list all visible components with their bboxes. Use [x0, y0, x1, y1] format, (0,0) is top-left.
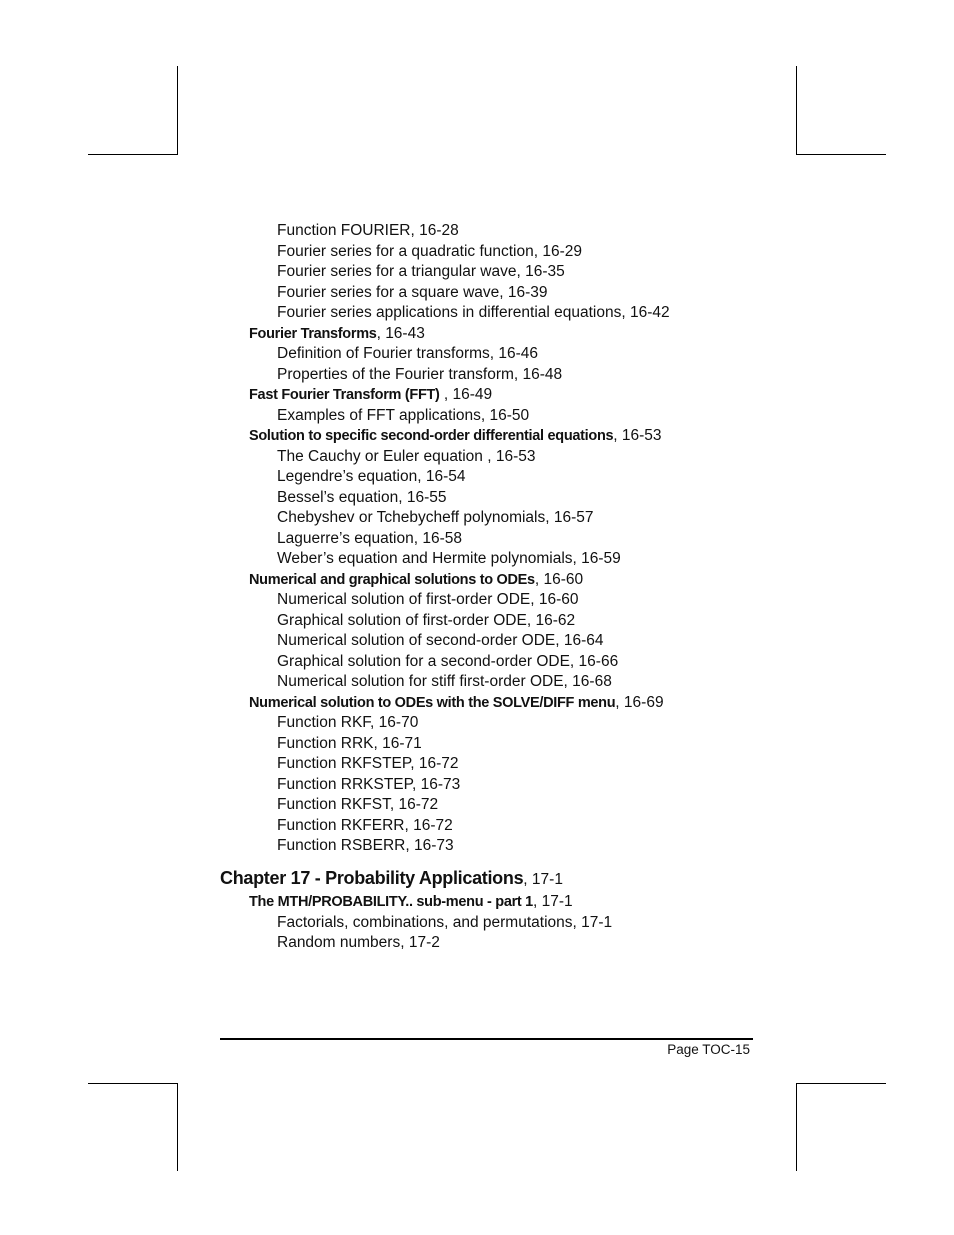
- page-number: Page TOC-15: [667, 1042, 750, 1057]
- toc-entry-page: 16-29: [542, 242, 583, 260]
- toc-entry-separator: ,: [621, 304, 630, 321]
- toc-entry-title: Function RKFSTEP: [277, 755, 411, 772]
- toc-section-entry: [249, 324, 425, 344]
- toc-entry-title: Numerical solution to ODEs with the SOLVE/DIFF menu: [249, 694, 616, 711]
- toc-section-entry: [249, 693, 664, 713]
- toc-entry-separator: ,: [373, 734, 383, 752]
- toc-entry-title: Bessel’s equation: [277, 488, 399, 506]
- toc-entry-title: Solution to specific second-order differential equations: [249, 428, 614, 444]
- toc-subsection-entry: [277, 242, 582, 262]
- toc-subsection-entry: [277, 344, 538, 364]
- toc-entry-page: 16-57: [553, 509, 594, 526]
- toc-entry-title: Function FOURIER: [277, 222, 411, 239]
- toc-entry-title: Fourier series for a quadratic function: [277, 242, 534, 260]
- toc-entry-page: 16-28: [419, 222, 459, 239]
- toc-entry-title: Examples of FFT applications: [277, 406, 481, 424]
- toc-entry-separator: ,: [545, 509, 554, 526]
- crop-mark-top-left-vertical: [177, 66, 178, 155]
- toc-entry-page: 16-73: [420, 775, 461, 793]
- toc-entry-page: 16-60: [538, 591, 579, 608]
- toc-entry-page: 16-64: [563, 632, 604, 649]
- toc-entry-page: 16-60: [543, 570, 584, 588]
- toc-entry-title: Fourier Transforms: [249, 325, 377, 342]
- toc-section-entry: [249, 385, 492, 405]
- toc-section-entry: [249, 426, 662, 446]
- toc-entry-page: 16-58: [422, 529, 463, 547]
- toc-entry-page: 16-48: [522, 365, 563, 383]
- toc-entry-page: 16-72: [398, 796, 439, 813]
- crop-mark-bottom-left-vertical: [177, 1083, 178, 1171]
- toc-entry-title: Function RKF: [277, 714, 371, 731]
- toc-entry-separator: ,: [532, 893, 542, 910]
- toc-entry-separator: ,: [410, 222, 420, 239]
- toc-entry-separator: ,: [572, 913, 582, 931]
- toc-entry-separator: ,: [370, 714, 379, 731]
- toc-entry-title: Numerical and graphical solutions to ODEs: [249, 571, 535, 588]
- toc-entry-title: Fourier series for a triangular wave: [277, 263, 517, 280]
- toc-entry-title: The MTH/PROBABILITY.. sub-menu - part 1: [249, 894, 533, 910]
- toc-entry-separator: ,: [413, 529, 423, 547]
- toc-entry-separator: ,: [417, 468, 426, 485]
- toc-subsection-entry: [277, 775, 460, 795]
- toc-entry-title: Function RSBERR: [277, 837, 406, 854]
- toc-entry-title: Properties of the Fourier transform: [277, 365, 514, 383]
- toc-entry-page: 16-69: [623, 693, 664, 711]
- toc-entry-page: 16-49: [452, 386, 493, 403]
- toc-subsection-entry: [277, 529, 462, 549]
- toc-subsection-entry: [277, 447, 536, 467]
- crop-mark-top-right-horizontal: [796, 154, 886, 155]
- toc-entry-page: 17-1: [581, 913, 613, 931]
- toc-subsection-entry: [277, 549, 621, 569]
- toc-subsection-entry: [277, 488, 447, 508]
- toc-entry-separator: ,: [572, 550, 582, 567]
- toc-entry-separator: ,: [389, 796, 399, 813]
- toc-entry-page: 17-2: [408, 934, 440, 951]
- toc-entry-separator: ,: [410, 755, 419, 772]
- toc-entry-page: 16-72: [418, 755, 459, 772]
- toc-entry-separator: ,: [615, 693, 624, 711]
- toc-entry-title: Fourier series for a square wave: [277, 283, 500, 301]
- toc-entry-separator: ,: [555, 632, 564, 649]
- crop-mark-top-right-vertical: [796, 66, 797, 155]
- toc-entry-page: 16-42: [629, 304, 670, 321]
- toc-subsection-entry: [277, 734, 422, 754]
- toc-entry-title: Numerical solution for stiff first-order ODE: [277, 673, 564, 690]
- toc-entry-separator: ,: [513, 365, 523, 383]
- toc-entry-separator: ,: [411, 775, 421, 793]
- toc-subsection-entry: [277, 933, 440, 953]
- toc-subsection-entry: [277, 406, 529, 426]
- toc-subsection-entry: [277, 913, 612, 933]
- toc-subsection-entry: [277, 795, 438, 815]
- toc-entry-separator: ,: [482, 447, 496, 465]
- toc-chapter-heading: [220, 866, 563, 892]
- toc-entry-page: 16-43: [385, 324, 425, 342]
- toc-entry-title: Chebyshev or Tchebycheff polynomials: [277, 509, 546, 526]
- toc-entry-separator: ,: [569, 652, 579, 670]
- toc-entry-title: Function RRKSTEP: [277, 775, 412, 793]
- crop-mark-top-left-horizontal: [88, 154, 178, 155]
- toc-subsection-entry: [277, 713, 418, 733]
- toc-entry-title: Fourier series applications in differential equations: [277, 304, 622, 321]
- toc-entry-title: Laguerre’s equation: [277, 529, 414, 547]
- toc-entry-separator: ,: [439, 386, 453, 403]
- toc-entry-title: Numerical solution of first-order ODE: [277, 591, 531, 608]
- toc-entry-page: 16-50: [489, 406, 530, 424]
- footer-rule: [220, 1038, 753, 1040]
- toc-entry-page: 16-54: [425, 468, 466, 485]
- toc-entry-page: 16-55: [406, 488, 447, 506]
- toc-entry-page: 16-59: [581, 550, 621, 567]
- toc-entry-title: Graphical solution for a second-order ODE: [277, 652, 570, 670]
- toc-entry-title: Weber’s equation and Hermite polynomials: [277, 550, 573, 567]
- toc-entry-separator: ,: [523, 870, 532, 888]
- toc-subsection-entry: [277, 836, 454, 856]
- toc-subsection-entry: [277, 611, 575, 631]
- crop-mark-bottom-left-horizontal: [88, 1083, 178, 1084]
- toc-entry-separator: ,: [376, 324, 386, 342]
- toc-entry-page: 17-1: [531, 870, 563, 888]
- toc-subsection-entry: [277, 631, 604, 651]
- toc-entry-title: Random numbers: [277, 934, 401, 951]
- toc-entry-separator: ,: [516, 263, 526, 280]
- toc-entry-separator: ,: [400, 934, 409, 951]
- toc-entry-title: Legendre’s equation: [277, 468, 418, 485]
- toc-subsection-entry: [277, 221, 459, 241]
- toc-entry-separator: ,: [499, 283, 508, 301]
- toc-entry-title: Factorials, combinations, and permutations: [277, 913, 573, 931]
- toc-subsection-entry: [277, 303, 670, 323]
- toc-entry-page: 17-1: [541, 893, 573, 910]
- toc-subsection-entry: [277, 754, 459, 774]
- toc-entry-page: 16-53: [495, 447, 536, 465]
- toc-entry-separator: ,: [405, 837, 414, 854]
- toc-entry-separator: ,: [563, 673, 573, 690]
- toc-subsection-entry: [277, 652, 618, 672]
- toc-entry-page: 16-62: [535, 611, 576, 629]
- toc-entry-title: Function RKFST: [277, 796, 390, 813]
- toc-entry-page: 16-72: [413, 816, 453, 834]
- toc-entry-page: 16-73: [413, 837, 454, 854]
- toc-subsection-entry: [277, 508, 594, 528]
- toc-subsection-entry: [277, 816, 453, 836]
- toc-entry-separator: ,: [534, 570, 544, 588]
- toc-entry-page: 16-53: [621, 427, 662, 444]
- toc-entry-page: 16-46: [498, 345, 539, 362]
- toc-entry-separator: ,: [530, 591, 539, 608]
- toc-entry-page: 16-68: [572, 673, 612, 690]
- toc-entry-separator: ,: [613, 427, 622, 444]
- toc-subsection-entry: [277, 590, 579, 610]
- toc-subsection-entry: [277, 262, 565, 282]
- toc-entry-separator: ,: [526, 611, 536, 629]
- crop-mark-bottom-right-horizontal: [796, 1083, 886, 1084]
- toc-entry-title: Function RKFERR: [277, 816, 405, 834]
- toc-entry-page: 16-39: [507, 283, 548, 301]
- toc-entry-title: Graphical solution of first-order ODE: [277, 611, 527, 629]
- toc-entry-title: Chapter 17 - Probability Applications: [220, 867, 524, 888]
- crop-mark-bottom-right-vertical: [796, 1083, 797, 1171]
- toc-entry-page: 16-66: [578, 652, 619, 670]
- toc-entry-page: 16-71: [382, 734, 422, 752]
- toc-entry-title: Function RRK: [277, 734, 374, 752]
- toc-entry-separator: ,: [489, 345, 499, 362]
- toc-section-entry: [249, 892, 573, 912]
- toc-entry-title: The Cauchy or Euler equation: [277, 447, 483, 465]
- toc-entry-title: Definition of Fourier transforms: [277, 345, 490, 362]
- toc-entry-title: Numerical solution of second-order ODE: [277, 632, 556, 649]
- toc-entry-separator: ,: [398, 488, 407, 506]
- toc-entry-separator: ,: [533, 242, 543, 260]
- toc-subsection-entry: [277, 672, 612, 692]
- toc-subsection-entry: [277, 283, 548, 303]
- toc-subsection-entry: [277, 467, 465, 487]
- toc-entry-title: Fast Fourier Transform (FFT): [249, 387, 440, 403]
- toc-subsection-entry: [277, 365, 562, 385]
- toc-entry-separator: ,: [404, 816, 414, 834]
- toc-entry-separator: ,: [480, 406, 490, 424]
- toc-entry-page: 16-35: [525, 263, 565, 280]
- toc-entry-page: 16-70: [378, 714, 419, 731]
- toc-section-entry: [249, 570, 583, 590]
